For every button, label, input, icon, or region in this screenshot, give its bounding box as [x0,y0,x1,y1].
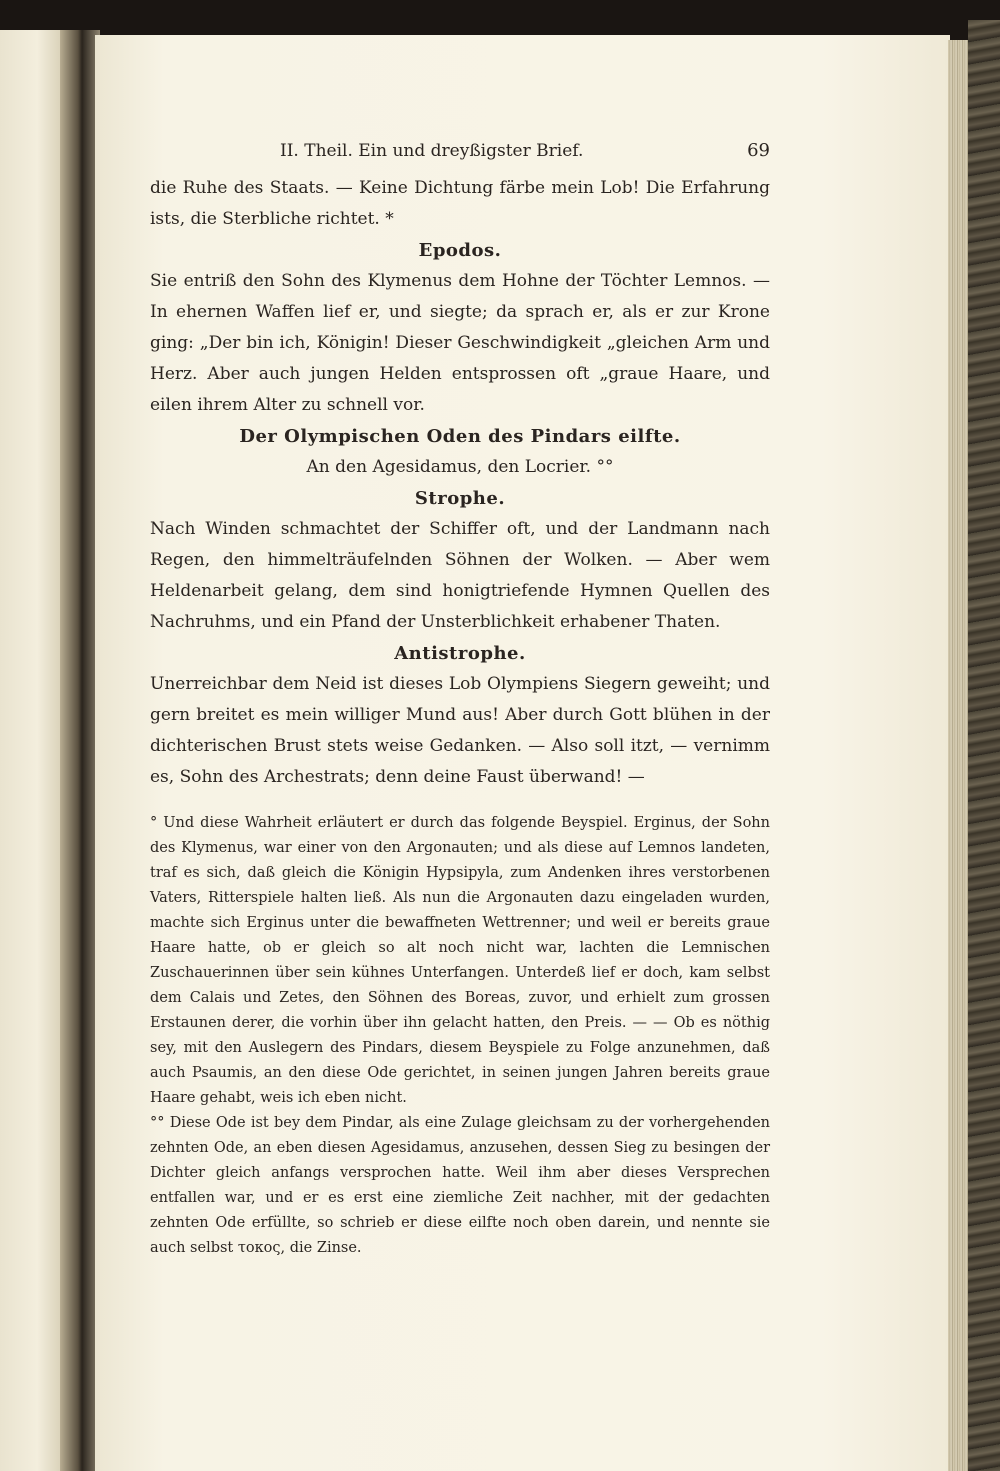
running-title: II. Theil. Ein und dreyßigster Brief. [280,141,584,161]
running-header [150,140,770,161]
page-number: 69 [747,140,770,161]
epodos-heading: Epodos. [418,240,502,261]
book-binding [968,20,1000,1471]
book-gutter [60,30,100,1471]
ode-heading: Der Olympischen Oden des Pindars eilfte. [239,426,681,447]
page-content [150,140,770,1261]
ode-subheading: An den Agesidamus, den Locrier. °° [306,457,614,477]
left-page-edge [0,30,62,1471]
strophe-heading: Strophe. [414,488,506,509]
paragraph-2: Sie entriß den Sohn des Klymenus dem Hohne der Töchter Lemnos. — In ehernen Waffen lief er, und siegte; da sprach er, als er zur Krone ging: „Der bin ich, Königin! Dieser Geschwindigkeit „gleichen Arm und Herz. Aber auch jungen Helden entsprossen oft „graue Haare, und eilen ihrem Alter zu schnell vor. [150,271,770,415]
footnote-2: °° Diese Ode ist bey dem Pindar, als eine Zulage gleichsam zu der vorhergehenden zehnten Ode, an eben diesen Agesidamus, anzusehen, dessen Sieg zu besingen der Dichter gleich anfangs versprochen hatte. Weil ihm aber dieses Versprechen entfallen war, und er es erst eine ziemliche Zeit nachher, mit der gedachten zehnten Ode erfüllte, so schrieb er diese eilfte noch oben darein, und nennte sie auch selbst τοκος, die Zinse. [150,1115,770,1256]
paragraph-4: Unerreichbar dem Neid ist dieses Lob Olympiens Siegern geweiht; und gern breitet es mein williger Mund aus! Aber durch Gott blühen in der dichterischen Brust stets weise Gedanken. — Also soll itzt, — vernimm es, Sohn des Archestrats; denn deine Faust überwand! — [150,674,770,787]
footnote-separator [150,793,770,811]
page-edges [948,40,970,1471]
paragraph-3: Nach Winden schmachtet der Schiffer oft, und der Landmann nach Regen, den himmelträufelnden Söhnen der Wolken. — Aber wem Heldenarbeit gelang, dem sind honigtriefende Hymnen Quellen des Nachruhms, und ein Pfand der Unsterblichkeit erhabener Thaten. [150,519,770,632]
paragraph-1: die Ruhe des Staats. — Keine Dichtung färbe mein Lob! Die Erfahrung ists, die Sterbliche richtet. * [150,178,770,229]
antistrophe-heading: Antistrophe. [394,643,526,664]
footnote-1: ° Und diese Wahrheit erläutert er durch das folgende Beyspiel. Erginus, der Sohn des Klymenus, war einer von den Argonauten; und als diese auf Lemnos landeten, traf es sich, daß gleich die Königin Hypsipyla, zum Andenken ihres verstorbenen Vaters, Ritterspiele halten ließ. Als nun die Argonauten dazu eingeladen wurden, machte sich Erginus unter die bewaffneten Wettrenner; und weil er bereits graue Haare hatte, ob er gleich so alt noch nicht war, lachten die Lemnischen Zuschauerinnen über sein kühnes Unterfangen. Unterdeß lief er doch, kam selbst dem Calais und Zetes, den Söhnen des Boreas, zuvor, und erhielt zum grossen Erstaunen derer, die vorhin über ihn gelacht hatten, den Preis. — — Ob es nöthig sey, mit den Auslegern des Pindars, diesem Beyspiele zu Folge anzunehmen, daß auch Psaumis, an den diese Ode gerichtet, in seinen jungen Jahren bereits graue Haare gehabt, weis ich eben nicht. [150,815,770,1106]
